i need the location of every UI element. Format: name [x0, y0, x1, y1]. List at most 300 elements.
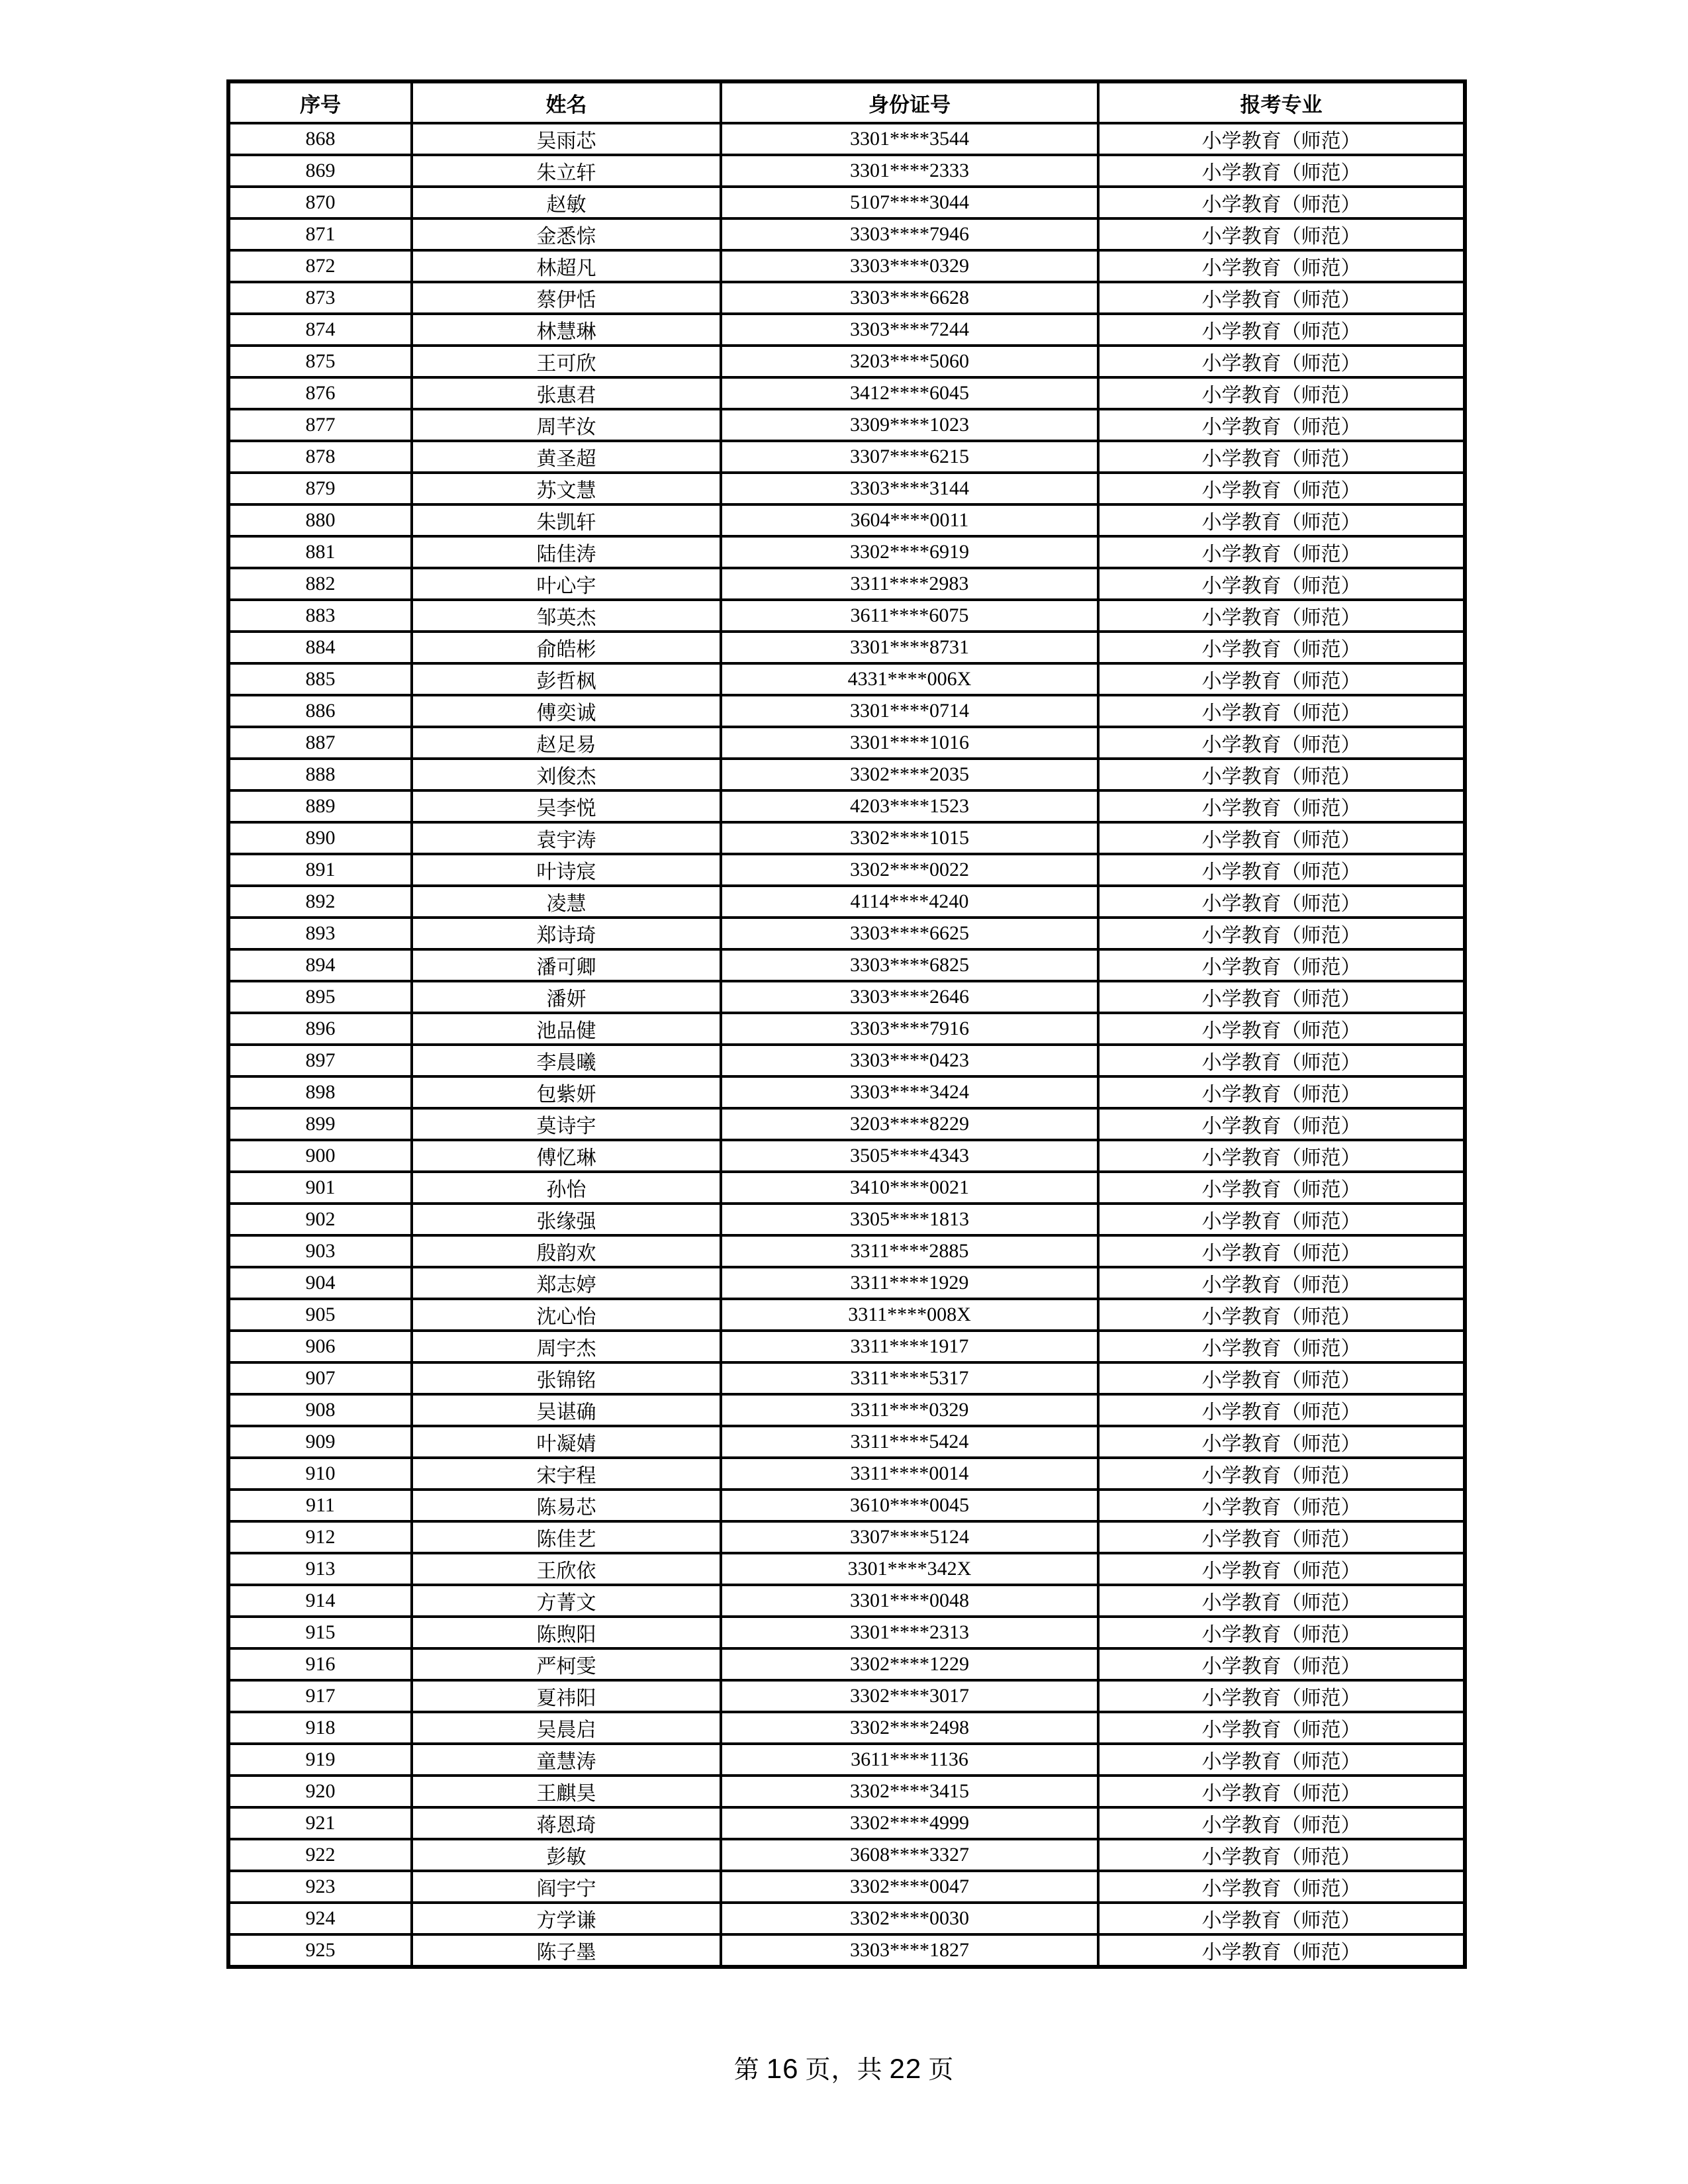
cell-name: 俞皓彬	[412, 632, 721, 663]
cell-id-number: 3311****0014	[721, 1458, 1098, 1490]
table-row	[228, 663, 1465, 695]
table-body	[228, 123, 1465, 1967]
cell-serial: 915	[228, 1617, 412, 1648]
table-row	[228, 218, 1465, 250]
cell-name: 叶诗宸	[412, 854, 721, 886]
footer-total-pages: 22	[889, 2053, 922, 2084]
cell-serial: 879	[228, 473, 412, 504]
cell-serial: 878	[228, 441, 412, 473]
cell-id-number: 3301****1016	[721, 727, 1098, 759]
table-row	[228, 949, 1465, 981]
cell-serial: 883	[228, 600, 412, 632]
cell-name: 陈易芯	[412, 1490, 721, 1521]
cell-serial: 917	[228, 1680, 412, 1712]
cell-id-number: 3303****6625	[721, 918, 1098, 949]
cell-serial: 888	[228, 759, 412, 790]
table-row	[228, 1013, 1465, 1045]
table-row	[228, 1617, 1465, 1648]
cell-major: 小学教育（师范）	[1098, 1648, 1465, 1680]
cell-name: 彭敏	[412, 1839, 721, 1871]
table-row	[228, 568, 1465, 600]
table-row	[228, 854, 1465, 886]
table-row	[228, 727, 1465, 759]
cell-id-number: 3302****0047	[721, 1871, 1098, 1903]
cell-serial: 920	[228, 1776, 412, 1807]
cell-name: 王欣依	[412, 1553, 721, 1585]
cell-id-number: 3505****4343	[721, 1140, 1098, 1172]
cell-serial: 910	[228, 1458, 412, 1490]
cell-id-number: 3311****2885	[721, 1235, 1098, 1267]
table-row	[228, 1299, 1465, 1331]
cell-major: 小学教育（师范）	[1098, 346, 1465, 377]
cell-major: 小学教育（师范）	[1098, 218, 1465, 250]
cell-major: 小学教育（师范）	[1098, 1744, 1465, 1776]
cell-major: 小学教育（师范）	[1098, 1299, 1465, 1331]
header-name: 姓名	[412, 81, 721, 123]
cell-name: 阎宇宁	[412, 1871, 721, 1903]
table-row	[228, 1235, 1465, 1267]
table-row	[228, 759, 1465, 790]
cell-major: 小学教育（师范）	[1098, 1617, 1465, 1648]
table-row	[228, 1204, 1465, 1235]
cell-name: 刘俊杰	[412, 759, 721, 790]
cell-serial: 882	[228, 568, 412, 600]
cell-id-number: 3303****0329	[721, 250, 1098, 282]
cell-name: 包紫妍	[412, 1076, 721, 1108]
cell-id-number: 3303****7946	[721, 218, 1098, 250]
table-row	[228, 1394, 1465, 1426]
cell-major: 小学教育（师范）	[1098, 600, 1465, 632]
cell-id-number: 3303****2646	[721, 981, 1098, 1013]
footer-page-number: 16	[766, 2053, 799, 2084]
cell-id-number: 3302****4999	[721, 1807, 1098, 1839]
cell-name: 陆佳涛	[412, 536, 721, 568]
cell-name: 严柯雯	[412, 1648, 721, 1680]
cell-name: 方菁文	[412, 1585, 721, 1617]
cell-name: 潘可卿	[412, 949, 721, 981]
cell-name: 王可欣	[412, 346, 721, 377]
cell-serial: 918	[228, 1712, 412, 1744]
cell-name: 叶凝婧	[412, 1426, 721, 1458]
cell-id-number: 3311****008X	[721, 1299, 1098, 1331]
cell-id-number: 3301****2313	[721, 1617, 1098, 1648]
cell-id-number: 5107****3044	[721, 187, 1098, 218]
cell-serial: 901	[228, 1172, 412, 1204]
cell-id-number: 3302****2035	[721, 759, 1098, 790]
table-row	[228, 1776, 1465, 1807]
cell-major: 小学教育（师范）	[1098, 1426, 1465, 1458]
cell-id-number: 3604****0011	[721, 504, 1098, 536]
cell-serial: 870	[228, 187, 412, 218]
table-row	[228, 1871, 1465, 1903]
table-row	[228, 918, 1465, 949]
table-row	[228, 1521, 1465, 1553]
cell-serial: 921	[228, 1807, 412, 1839]
cell-name: 沈心怡	[412, 1299, 721, 1331]
cell-serial: 896	[228, 1013, 412, 1045]
table-row	[228, 1076, 1465, 1108]
cell-id-number: 3302****1229	[721, 1648, 1098, 1680]
cell-id-number: 3305****1813	[721, 1204, 1098, 1235]
cell-major: 小学教育（师范）	[1098, 727, 1465, 759]
cell-serial: 902	[228, 1204, 412, 1235]
cell-serial: 895	[228, 981, 412, 1013]
cell-id-number: 3311****0329	[721, 1394, 1098, 1426]
cell-id-number: 3307****6215	[721, 441, 1098, 473]
cell-major: 小学教育（师范）	[1098, 1013, 1465, 1045]
cell-name: 郑志婷	[412, 1267, 721, 1299]
cell-serial: 914	[228, 1585, 412, 1617]
cell-name: 童慧涛	[412, 1744, 721, 1776]
cell-name: 张惠君	[412, 377, 721, 409]
table-row	[228, 1744, 1465, 1776]
cell-serial: 886	[228, 695, 412, 727]
table-row	[228, 822, 1465, 854]
table-row	[228, 1807, 1465, 1839]
cell-name: 赵足易	[412, 727, 721, 759]
page-footer	[0, 2049, 1688, 2085]
cell-major: 小学教育（师范）	[1098, 568, 1465, 600]
table-header	[228, 81, 1465, 123]
cell-name: 陈子墨	[412, 1934, 721, 1967]
table-row	[228, 1331, 1465, 1362]
table-row	[228, 377, 1465, 409]
cell-serial: 925	[228, 1934, 412, 1967]
cell-serial: 898	[228, 1076, 412, 1108]
header-major: 报考专业	[1098, 81, 1465, 123]
cell-name: 周宇杰	[412, 1331, 721, 1362]
cell-name: 方学谦	[412, 1903, 721, 1934]
cell-serial: 892	[228, 886, 412, 918]
cell-serial: 872	[228, 250, 412, 282]
cell-name: 张缘强	[412, 1204, 721, 1235]
cell-major: 小学教育（师范）	[1098, 314, 1465, 346]
cell-name: 宋宇程	[412, 1458, 721, 1490]
cell-major: 小学教育（师范）	[1098, 1331, 1465, 1362]
table-row	[228, 1839, 1465, 1871]
cell-id-number: 3412****6045	[721, 377, 1098, 409]
table-row	[228, 1108, 1465, 1140]
table-row	[228, 632, 1465, 663]
table-row	[228, 981, 1465, 1013]
cell-id-number: 3303****6628	[721, 282, 1098, 314]
cell-serial: 873	[228, 282, 412, 314]
cell-id-number: 3302****3415	[721, 1776, 1098, 1807]
cell-serial: 887	[228, 727, 412, 759]
cell-id-number: 4331****006X	[721, 663, 1098, 695]
cell-id-number: 3301****8731	[721, 632, 1098, 663]
cell-serial: 912	[228, 1521, 412, 1553]
cell-major: 小学教育（师范）	[1098, 1712, 1465, 1744]
cell-serial: 905	[228, 1299, 412, 1331]
cell-name: 傅忆琳	[412, 1140, 721, 1172]
cell-major: 小学教育（师范）	[1098, 504, 1465, 536]
cell-name: 吴晨启	[412, 1712, 721, 1744]
cell-id-number: 3410****0021	[721, 1172, 1098, 1204]
cell-id-number: 3311****5424	[721, 1426, 1098, 1458]
table-row	[228, 314, 1465, 346]
cell-name: 傅奕诚	[412, 695, 721, 727]
cell-name: 林慧琳	[412, 314, 721, 346]
table-row	[228, 1553, 1465, 1585]
table-row	[228, 600, 1465, 632]
cell-major: 小学教育（师范）	[1098, 1172, 1465, 1204]
cell-name: 朱凯轩	[412, 504, 721, 536]
cell-major: 小学教育（师范）	[1098, 536, 1465, 568]
cell-serial: 911	[228, 1490, 412, 1521]
cell-serial: 897	[228, 1045, 412, 1076]
cell-name: 黄圣超	[412, 441, 721, 473]
cell-name: 周芊汝	[412, 409, 721, 441]
cell-serial: 880	[228, 504, 412, 536]
cell-id-number: 4203****1523	[721, 790, 1098, 822]
cell-id-number: 3311****2983	[721, 568, 1098, 600]
cell-major: 小学教育（师范）	[1098, 409, 1465, 441]
cell-id-number: 3611****1136	[721, 1744, 1098, 1776]
table-row	[228, 886, 1465, 918]
table-row	[228, 409, 1465, 441]
cell-major: 小学教育（师范）	[1098, 981, 1465, 1013]
cell-serial: 908	[228, 1394, 412, 1426]
cell-major: 小学教育（师范）	[1098, 1076, 1465, 1108]
cell-id-number: 3311****5317	[721, 1362, 1098, 1394]
cell-serial: 894	[228, 949, 412, 981]
footer-prefix: 第	[733, 2056, 760, 2084]
table-row	[228, 187, 1465, 218]
table-row	[228, 473, 1465, 504]
cell-major: 小学教育（师范）	[1098, 250, 1465, 282]
table-row	[228, 282, 1465, 314]
cell-id-number: 3311****1917	[721, 1331, 1098, 1362]
cell-id-number: 3303****3424	[721, 1076, 1098, 1108]
cell-name: 吴雨芯	[412, 123, 721, 155]
table-row	[228, 504, 1465, 536]
cell-major: 小学教育（师范）	[1098, 822, 1465, 854]
cell-id-number: 3301****342X	[721, 1553, 1098, 1585]
cell-id-number: 3301****0714	[721, 695, 1098, 727]
cell-major: 小学教育（师范）	[1098, 1235, 1465, 1267]
cell-serial: 874	[228, 314, 412, 346]
table-row	[228, 123, 1465, 155]
table-row	[228, 1585, 1465, 1617]
cell-major: 小学教育（师范）	[1098, 1521, 1465, 1553]
cell-major: 小学教育（师范）	[1098, 854, 1465, 886]
cell-major: 小学教育（师范）	[1098, 1362, 1465, 1394]
cell-serial: 881	[228, 536, 412, 568]
cell-major: 小学教育（师范）	[1098, 1140, 1465, 1172]
cell-id-number: 3303****3144	[721, 473, 1098, 504]
cell-id-number: 3302****2498	[721, 1712, 1098, 1744]
cell-serial: 875	[228, 346, 412, 377]
cell-serial: 890	[228, 822, 412, 854]
table-row	[228, 250, 1465, 282]
cell-name: 吴谌确	[412, 1394, 721, 1426]
cell-serial: 877	[228, 409, 412, 441]
cell-serial: 916	[228, 1648, 412, 1680]
table-row	[228, 346, 1465, 377]
cell-id-number: 3303****7244	[721, 314, 1098, 346]
cell-name: 蔡伊恬	[412, 282, 721, 314]
table-row	[228, 695, 1465, 727]
cell-major: 小学教育（师范）	[1098, 1267, 1465, 1299]
cell-major: 小学教育（师范）	[1098, 1553, 1465, 1585]
table-row	[228, 1903, 1465, 1934]
cell-serial: 919	[228, 1744, 412, 1776]
header-serial: 序号	[228, 81, 412, 123]
footer-suffix: 页	[928, 2056, 955, 2084]
cell-id-number: 3302****0030	[721, 1903, 1098, 1934]
candidate-table	[226, 79, 1467, 1969]
cell-major: 小学教育（师范）	[1098, 1807, 1465, 1839]
cell-major: 小学教育（师范）	[1098, 377, 1465, 409]
cell-id-number: 3307****5124	[721, 1521, 1098, 1553]
cell-serial: 913	[228, 1553, 412, 1585]
cell-major: 小学教育（师范）	[1098, 1680, 1465, 1712]
cell-id-number: 3303****6825	[721, 949, 1098, 981]
cell-id-number: 3311****1929	[721, 1267, 1098, 1299]
cell-major: 小学教育（师范）	[1098, 949, 1465, 981]
cell-serial: 922	[228, 1839, 412, 1871]
cell-name: 金悉悰	[412, 218, 721, 250]
table-row	[228, 1172, 1465, 1204]
table-row	[228, 1362, 1465, 1394]
cell-serial: 889	[228, 790, 412, 822]
cell-serial: 871	[228, 218, 412, 250]
cell-name: 莫诗宇	[412, 1108, 721, 1140]
cell-major: 小学教育（师范）	[1098, 1585, 1465, 1617]
table-row	[228, 1426, 1465, 1458]
cell-serial: 868	[228, 123, 412, 155]
cell-id-number: 4114****4240	[721, 886, 1098, 918]
cell-major: 小学教育（师范）	[1098, 282, 1465, 314]
cell-major: 小学教育（师范）	[1098, 1108, 1465, 1140]
cell-name: 池品健	[412, 1013, 721, 1045]
cell-name: 朱立轩	[412, 155, 721, 187]
cell-serial: 885	[228, 663, 412, 695]
cell-id-number: 3302****6919	[721, 536, 1098, 568]
cell-serial: 891	[228, 854, 412, 886]
cell-major: 小学教育（师范）	[1098, 187, 1465, 218]
cell-major: 小学教育（师范）	[1098, 1045, 1465, 1076]
table-row	[228, 155, 1465, 187]
cell-id-number: 3302****1015	[721, 822, 1098, 854]
cell-major: 小学教育（师范）	[1098, 1839, 1465, 1871]
cell-id-number: 3203****8229	[721, 1108, 1098, 1140]
cell-major: 小学教育（师范）	[1098, 123, 1465, 155]
table-row	[228, 1680, 1465, 1712]
cell-serial: 899	[228, 1108, 412, 1140]
cell-id-number: 3303****1827	[721, 1934, 1098, 1967]
table-row	[228, 536, 1465, 568]
cell-name: 潘妍	[412, 981, 721, 1013]
cell-serial: 884	[228, 632, 412, 663]
cell-name: 夏祎阳	[412, 1680, 721, 1712]
table-row	[228, 1934, 1465, 1967]
cell-major: 小学教育（师范）	[1098, 886, 1465, 918]
cell-serial: 923	[228, 1871, 412, 1903]
table-row	[228, 1140, 1465, 1172]
cell-major: 小学教育（师范）	[1098, 473, 1465, 504]
cell-name: 凌慧	[412, 886, 721, 918]
cell-name: 吴李悦	[412, 790, 721, 822]
cell-serial: 903	[228, 1235, 412, 1267]
cell-serial: 924	[228, 1903, 412, 1934]
cell-name: 陈煦阳	[412, 1617, 721, 1648]
cell-name: 王麒昊	[412, 1776, 721, 1807]
cell-major: 小学教育（师范）	[1098, 1204, 1465, 1235]
cell-major: 小学教育（师范）	[1098, 1934, 1465, 1967]
cell-major: 小学教育（师范）	[1098, 1490, 1465, 1521]
table-row	[228, 790, 1465, 822]
cell-id-number: 3203****5060	[721, 346, 1098, 377]
cell-serial: 907	[228, 1362, 412, 1394]
cell-name: 殷韵欢	[412, 1235, 721, 1267]
cell-major: 小学教育（师范）	[1098, 1871, 1465, 1903]
cell-id-number: 3301****0048	[721, 1585, 1098, 1617]
cell-serial: 900	[228, 1140, 412, 1172]
cell-serial: 904	[228, 1267, 412, 1299]
cell-name: 彭哲枫	[412, 663, 721, 695]
cell-id-number: 3608****3327	[721, 1839, 1098, 1871]
cell-id-number: 3301****3544	[721, 123, 1098, 155]
cell-major: 小学教育（师范）	[1098, 663, 1465, 695]
table-row	[228, 1267, 1465, 1299]
table-row	[228, 441, 1465, 473]
cell-name: 郑诗琦	[412, 918, 721, 949]
cell-id-number: 3302****0022	[721, 854, 1098, 886]
cell-major: 小学教育（师范）	[1098, 918, 1465, 949]
cell-major: 小学教育（师范）	[1098, 1458, 1465, 1490]
cell-name: 叶心宇	[412, 568, 721, 600]
cell-name: 陈佳艺	[412, 1521, 721, 1553]
cell-id-number: 3302****3017	[721, 1680, 1098, 1712]
cell-major: 小学教育（师范）	[1098, 790, 1465, 822]
cell-id-number: 3611****6075	[721, 600, 1098, 632]
cell-id-number: 3303****7916	[721, 1013, 1098, 1045]
cell-serial: 869	[228, 155, 412, 187]
table-row	[228, 1490, 1465, 1521]
table-row	[228, 1712, 1465, 1744]
cell-serial: 876	[228, 377, 412, 409]
cell-major: 小学教育（师范）	[1098, 441, 1465, 473]
footer-middle: 页，共	[805, 2056, 883, 2084]
cell-name: 李晨曦	[412, 1045, 721, 1076]
cell-major: 小学教育（师范）	[1098, 155, 1465, 187]
cell-name: 苏文慧	[412, 473, 721, 504]
cell-major: 小学教育（师范）	[1098, 759, 1465, 790]
cell-id-number: 3303****0423	[721, 1045, 1098, 1076]
cell-major: 小学教育（师范）	[1098, 632, 1465, 663]
cell-major: 小学教育（师范）	[1098, 1903, 1465, 1934]
cell-name: 林超凡	[412, 250, 721, 282]
cell-major: 小学教育（师范）	[1098, 695, 1465, 727]
cell-name: 邹英杰	[412, 600, 721, 632]
cell-name: 蒋恩琦	[412, 1807, 721, 1839]
cell-name: 孙怡	[412, 1172, 721, 1204]
cell-name: 赵敏	[412, 187, 721, 218]
cell-serial: 906	[228, 1331, 412, 1362]
header-id-number: 身份证号	[721, 81, 1098, 123]
table-row	[228, 1045, 1465, 1076]
table-row	[228, 1458, 1465, 1490]
cell-id-number: 3301****2333	[721, 155, 1098, 187]
cell-major: 小学教育（师范）	[1098, 1776, 1465, 1807]
cell-name: 袁宇涛	[412, 822, 721, 854]
cell-id-number: 3610****0045	[721, 1490, 1098, 1521]
cell-name: 张锦铭	[412, 1362, 721, 1394]
cell-id-number: 3309****1023	[721, 409, 1098, 441]
table-row	[228, 1648, 1465, 1680]
